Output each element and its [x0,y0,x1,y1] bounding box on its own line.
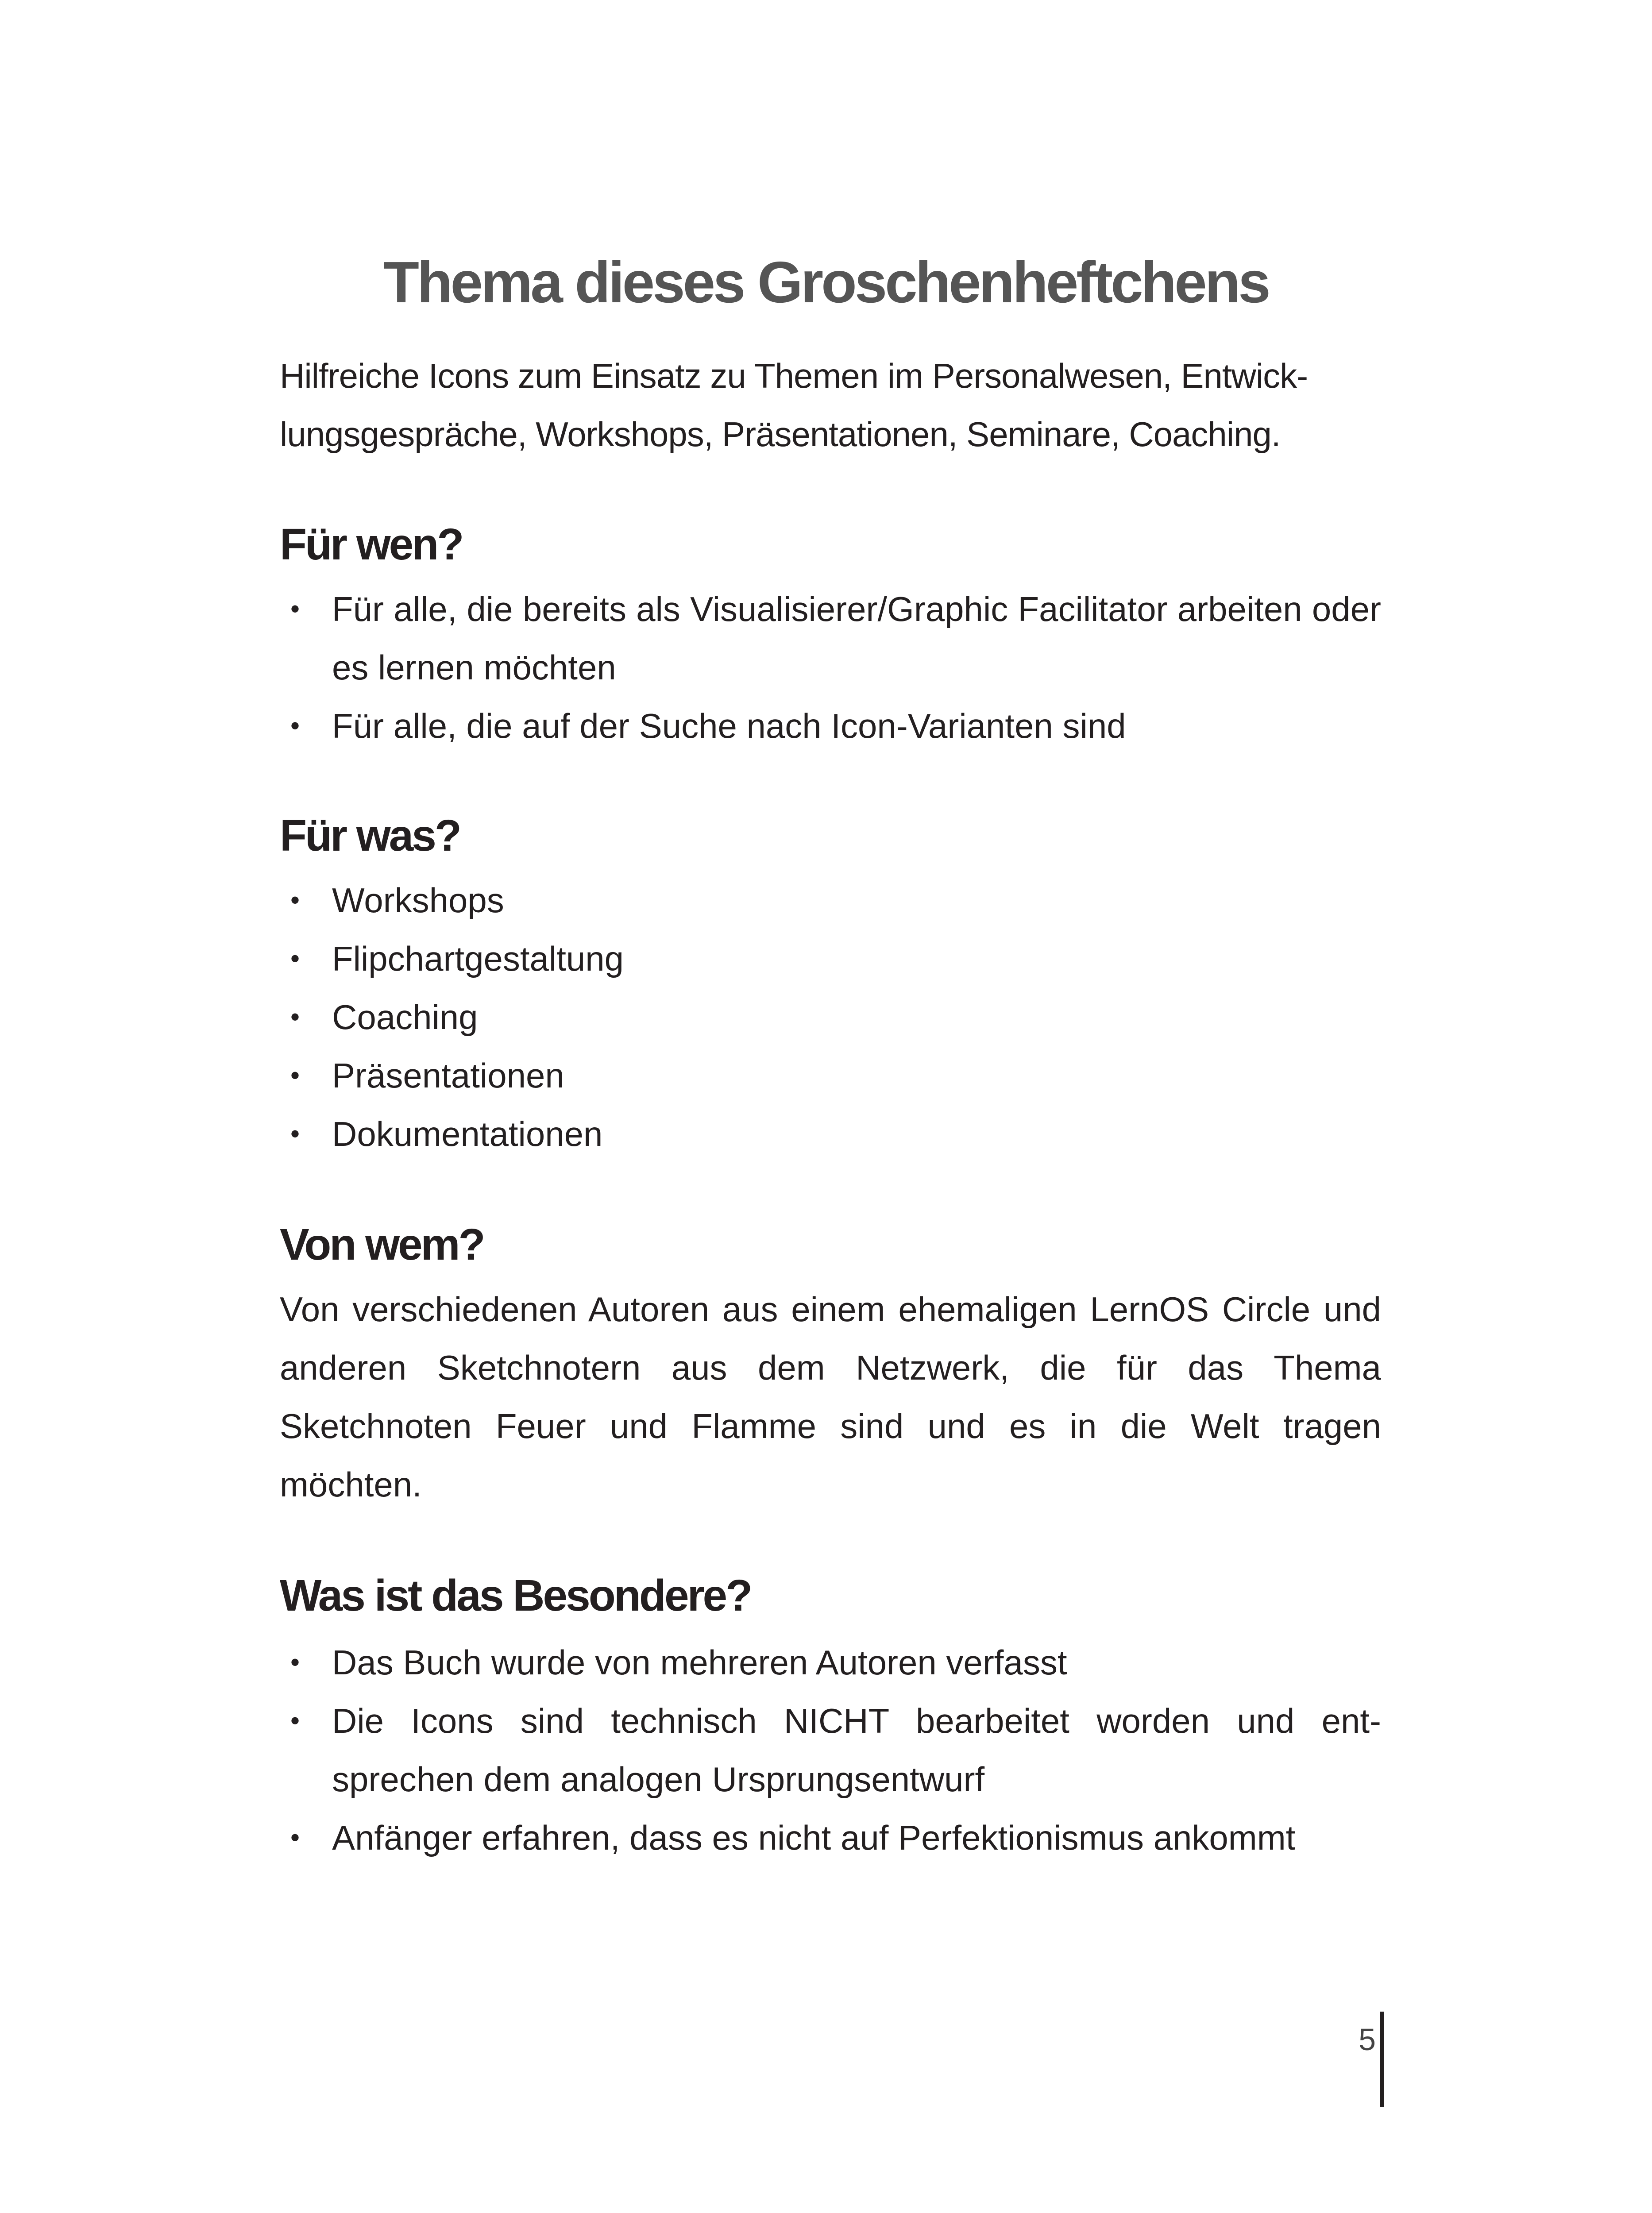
list-item [280,871,1381,929]
intro-line-2: lungsgespräche, Workshops, Präsentationen, Seminare, Coaching. [280,415,1281,454]
list-item [280,1692,1381,1808]
page-number-rule [1380,2012,1384,2107]
list-item-text: Dokumentationen [332,1114,603,1153]
list-item [280,580,1381,697]
bullet-icon: • [290,1823,300,1852]
heading-fuer-wen: Für wen? [280,520,463,569]
list-item-text: Anfänger erfahren, dass es nicht auf Perfektionismus ankommt [332,1818,1296,1857]
bullet-icon: • [290,1647,300,1677]
intro-line-1: Hilfreiche Icons zum Einsatz zu Themen im Personalwesen, Entwick- [280,356,1308,395]
list-item-text: Das Buch wurde von mehreren Autoren verfasst [332,1643,1067,1682]
list-item-text: Präsentationen [332,1056,564,1095]
von-wem-paragraph: Von verschiedenen Autoren aus einem ehemaligen LernOS Circle und anderen Sketchnotern aus dem Netzwerk, die für das Thema Sketchnoten Feuer und Flamme sind und es in die Welt tragen möchten. [280,1290,1381,1504]
list-item-text: Für alle, die auf der Suche nach Icon-Varianten sind [332,706,1126,745]
list-item-text: Coaching [332,998,478,1037]
heading-fuer-was: Für was? [280,811,460,860]
list-item [280,1808,1381,1867]
bullet-icon: • [290,711,300,740]
bullet-icon: • [290,594,300,624]
bullet-icon: • [290,1119,300,1149]
list-item [280,1633,1381,1692]
list-item [280,1046,1381,1105]
list-item-text: Flipchartgestaltung [332,939,624,978]
list-fuer-wen [280,580,1381,755]
intro-paragraph [280,347,1381,463]
bullet-icon: • [290,944,300,973]
bullet-icon: • [290,885,300,915]
list-item [280,988,1381,1046]
heading-was-ist-das-besondere: Was ist das Besondere? [280,1571,751,1620]
page-number: 5 [1359,2022,1376,2057]
list-item-text: Für alle, die bereits als Visualisierer/Graphic Facilitator arbeiten oder es lernen möchten [332,590,1381,687]
list-item-text: Workshops [332,881,504,920]
bullet-icon: • [290,1706,300,1735]
heading-von-wem: Von wem? [280,1220,484,1269]
list-besondere [280,1633,1381,1867]
list-item [280,929,1381,988]
page-title: Thema dieses Groschenheftchens [383,250,1269,315]
bullet-icon: • [290,1060,300,1090]
list-fuer-was [280,871,1381,1163]
bullet-icon: • [290,1002,300,1032]
list-item-text: Die Icons sind technisch NICHT bearbeitet worden und ent-sprechen dem analogen Ursprungsentwurf [332,1701,1381,1799]
list-item [280,697,1381,755]
list-item [280,1105,1381,1163]
